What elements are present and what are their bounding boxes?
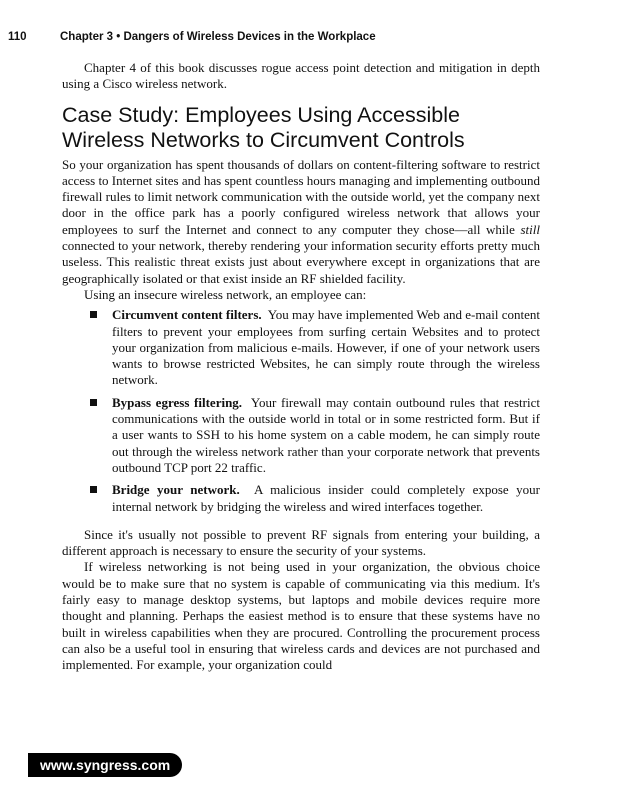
running-header bbox=[8, 31, 608, 43]
list-item bbox=[62, 395, 540, 476]
page-number: 110 bbox=[8, 31, 27, 43]
square-bullet-icon bbox=[90, 311, 97, 318]
square-bullet-icon bbox=[90, 399, 97, 406]
list-item bbox=[62, 482, 540, 515]
para1-after: connected to your network, thereby rendering your information security efforts pretty much useless. This realistic threat exists just about everywhere except in organizations that are geographically isolated or that exist inside an RF shielded facility. bbox=[62, 238, 540, 286]
bullet-lead: Bridge your network. bbox=[112, 482, 240, 498]
list-item bbox=[62, 307, 540, 388]
bullet-lead: Circumvent content filters. bbox=[112, 307, 262, 323]
footer-url-tab: www.syngress.com bbox=[28, 753, 182, 777]
bullet-lead: Bypass egress filtering. bbox=[112, 394, 243, 410]
intro-paragraph: Chapter 4 of this book discusses rogue access point detection and mitigation in depth using a Cisco wireless network. bbox=[62, 60, 540, 92]
bullet-text: Your firewall may contain outbound rules that restrict communications with the outside world in total or in some restricted form. But if a user wants to SSH to his home system on a cable modem, he can simply route out through the wireless network rather than your corporate network that prevents outbound TCP port 22 traffic. bbox=[112, 394, 540, 475]
bullet-text: A malicious insider could completely expose your internal network by bridging the wireless and wired interfaces together. bbox=[112, 482, 540, 514]
section-title: Case Study: Employees Using Accessible Wireless Networks to Circumvent Controls bbox=[62, 102, 465, 152]
body-paragraph-2: Since it's usually not possible to prevent RF signals from entering your building, a different approach is necessary to ensure the security of your systems. bbox=[62, 526, 540, 559]
page-body bbox=[62, 60, 540, 674]
running-title: Chapter 3 • Dangers of Wireless Devices in the Workplace bbox=[60, 31, 376, 43]
body-paragraph-1 bbox=[62, 157, 540, 287]
para1-emphasis: still bbox=[520, 221, 540, 237]
bullet-list bbox=[62, 307, 540, 515]
list-intro: Using an insecure wireless network, an employee can: bbox=[84, 286, 367, 302]
para1-before: So your organization has spent thousands of dollars on content-filtering software to restrict access to Internet sites and has spent countless hours managing and implementing outbound firewall rules to limit network communication with the outside world, yet the company next door in the office park has a poorly configured wireless network that allows your employees to surf the Internet and connect to any computer they chose—all while bbox=[62, 156, 541, 237]
square-bullet-icon bbox=[90, 486, 97, 493]
bullet-text: You may have implemented Web and e-mail content filters to prevent your employees from surfing certain Websites and to protect your organization from malicious e-mails. However, if one of your network users wants to browse restricted Websites, he can simply route through the wireless network. bbox=[112, 307, 540, 388]
body-paragraph-3: If wireless networking is not being used in your organization, the obvious choice would be to make sure that no system is capable of communicating via this medium. It's fairly easy to manage desktop systems, but laptops and mobile devices require more thought and planning. Perhaps the easiest method is to ensure that these systems have no built in wireless capabilities when they are procured. Controlling the procurement process can also be a useful tool in ensuring that wireless cards and devices are not purchased and implemented. For example, your organization could bbox=[62, 559, 540, 673]
